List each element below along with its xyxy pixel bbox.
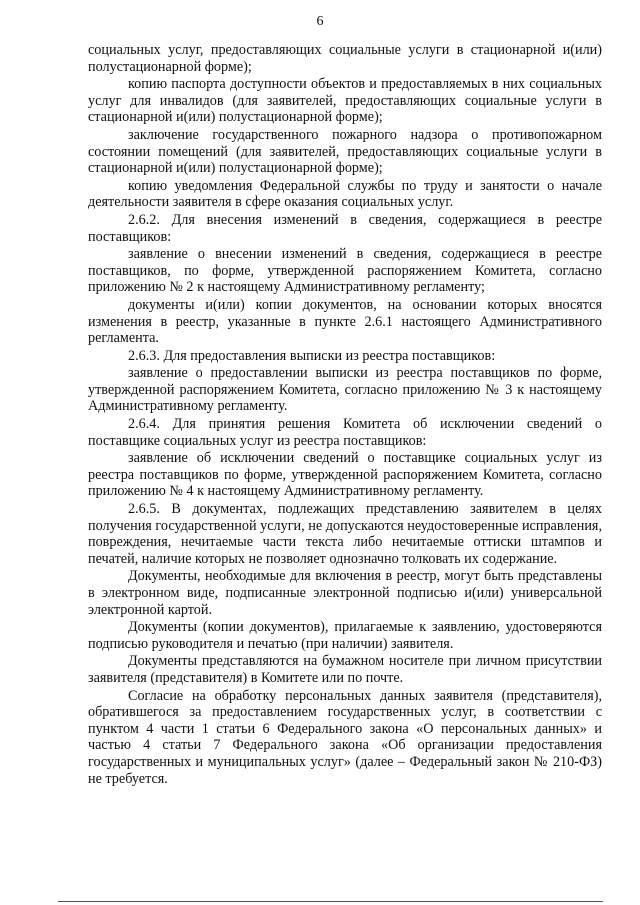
section-heading: 2.6.4. Для принятия решения Комитета об исключении сведений о поставщике социальных услуг из реестра поставщиков:	[88, 416, 602, 449]
paragraph: документы и(или) копии документов, на основании которых вносятся изменения в реестр, указанные в пункте 2.6.1 настоящего Административного регламента.	[88, 296, 602, 347]
section-heading: 2.6.3. Для предоставления выписки из реестра поставщиков:	[128, 347, 496, 364]
paragraph: копию уведомления Федеральной службы по труду и занятости о начале деятельности заявителя в сфере оказания социальных услуг.	[88, 177, 602, 211]
paragraph: Документы (копии документов), прилагаемые к заявлению, удостоверяются подписью руководителя и печатью (при наличии) заявителя.	[88, 619, 602, 652]
paragraph: Документы представляются на бумажном носителе при личном присутствии заявителя (представителя) в Комитете или по почте.	[88, 653, 602, 686]
paragraph: социальных услуг, предоставляющих социальные услуги в стационарной и(или) полустационарной форме);	[88, 42, 602, 75]
paragraph: заявление о предоставлении выписки из реестра поставщиков по форме, утвержденной распоряжением Комитета, согласно приложению № 3 к настоящему Административному регламенту.	[88, 365, 602, 415]
paragraph: Согласие на обработку персональных данных заявителя (представителя), обратившегося за предоставлением государственных услуг, в соответствии с пунктом 4 части 1 статьи 6 Федерального закона «О персональных данных» и частью 4 статьи 7 Федерального закона «Об организации предоставления государственных и муниципальных услуг» (далее – Федеральный закон № 210-ФЗ) не требуется.	[88, 687, 602, 787]
section-heading: 2.6.2. Для внесения изменений в сведения, содержащиеся в реестре поставщиков:	[88, 211, 602, 245]
document-body	[88, 42, 602, 788]
paragraph: Документы, необходимые для включения в реестр, могут быть представлены в электронном виде, подписанные электронной подписью и(или) универсальной электронной картой.	[88, 568, 602, 618]
paragraph: копию паспорта доступности объектов и предоставляемых в них социальных услуг для инвалидов (для заявителей, предоставляющих социальные услуги в стационарной и(или) полустационарной форме);	[88, 76, 602, 126]
paragraph: заключение государственного пожарного надзора о противопожарном состоянии помещений (для заявителей, предоставляющих социальные услуги в стационарной и(или) полустационарной форме);	[88, 126, 602, 177]
scan-edge-line	[58, 901, 603, 902]
section-heading: 2.6.5. В документах, подлежащих представлению заявителем в целях получения государственной услуги, не допускаются неудостоверенные исправления, повреждения, нечитаемые части текста либо нечитаемые оттиски штампов и печатей, наличие которых не позволяет однозначно толковать их содержание.	[88, 501, 602, 567]
paragraph: заявление об исключении сведений о поставщике социальных услуг из реестра поставщиков по форме, утвержденной распоряжением Комитета, согласно приложению № 4 к настоящему Административному регламенту.	[88, 450, 602, 500]
paragraph: заявление о внесении изменений в сведения, содержащиеся в реестре поставщиков, по форме, утвержденной распоряжением Комитета, согласно приложению № 2 к настоящему Административному регламенту;	[88, 246, 602, 296]
page-number: 6	[316, 14, 324, 29]
